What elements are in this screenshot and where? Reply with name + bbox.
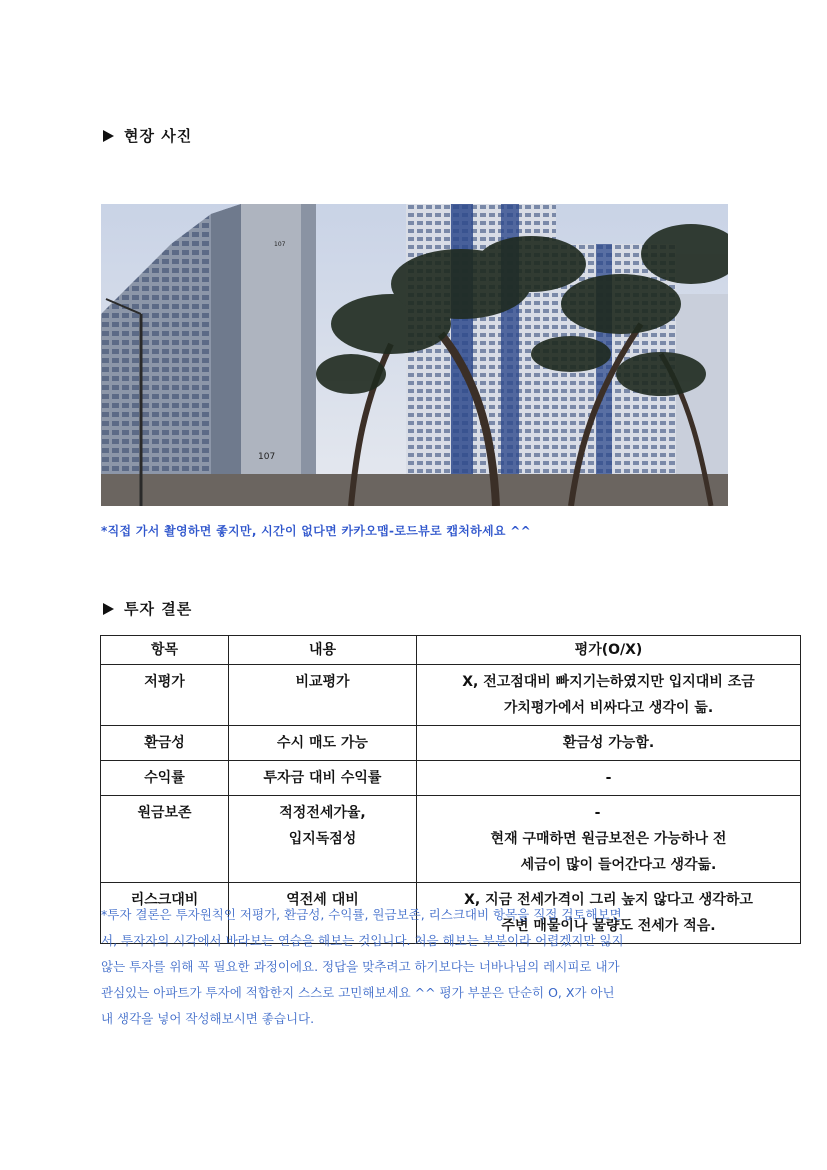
row-item: 환금성 (101, 726, 229, 761)
row-item: 원금보존 (101, 796, 229, 883)
eval-line: 가치평가에서 비싸다고 생각이 듦. (503, 700, 714, 716)
row-content (229, 796, 417, 883)
footnote (101, 902, 729, 1032)
row-content: 비교평가 (229, 665, 417, 726)
table-row (101, 761, 801, 796)
footnote-line: 서, 투자자의 시각에서 바라보는 연습을 해보는 것입니다. 처음 해보는 부분이라 어렵겠지만 잃지 (101, 933, 624, 948)
row-eval (417, 665, 801, 726)
header-item: 항목 (101, 636, 229, 665)
conclusion-heading (103, 598, 192, 619)
footnote-line: *투자 결론은 투자원칙인 저평가, 환금성, 수익률, 원금보존, 리스크대비 항목을 직접 검토해보면 (101, 907, 622, 922)
footnote-line: 내 생각을 넣어 작성해보시면 좋습니다. (101, 1011, 315, 1026)
eval-line: X, 지금 전세가격이 그리 높지 않다고 생각하고 (464, 892, 753, 908)
eval-line: 세금이 많이 들어간다고 생각듦. (520, 857, 717, 873)
table-row (101, 726, 801, 761)
building-number-left: 107 (258, 452, 276, 462)
triangle-bullet-icon (103, 603, 114, 615)
footnote-line: 관심있는 아파트가 투자에 적합한지 스스로 고민해보세요 ^^ 평가 부분은 단순히 O, X가 아닌 (101, 985, 615, 1000)
footnote-line: 않는 투자를 위해 꼭 필요한 과정이에요. 정답을 맞추려고 하기보다는 너바나님의 레시피로 내가 (101, 959, 620, 974)
dash-bullet: - (594, 805, 601, 821)
table-row (101, 796, 801, 883)
row-item: 리스크대비 (101, 883, 229, 944)
row-eval: 환금성 가능함. (417, 726, 801, 761)
photo-note: *직접 가서 촬영하면 좋지만, 시간이 없다면 카카오맵-로드뷰로 캡처하세요 ^^ (101, 524, 532, 538)
site-photo (101, 204, 728, 506)
building-number-top: 107 (274, 241, 286, 248)
table-row (101, 665, 801, 726)
content-line: 입지독점성 (288, 831, 357, 847)
row-item: 저평가 (101, 665, 229, 726)
conclusion-table (100, 635, 801, 944)
site-photo-heading (103, 125, 192, 146)
header-content: 내용 (229, 636, 417, 665)
eval-line: X, 전고점대비 빠지기는하였지만 입지대비 조금 (462, 674, 755, 690)
triangle-bullet-icon (103, 130, 114, 142)
eval-text: 현재 구매하면 원금보전은 가능하나 전 (490, 831, 727, 847)
eval-line (423, 800, 794, 852)
row-content: 투자금 대비 수익률 (229, 761, 417, 796)
header-eval: 평가(O/X) (417, 636, 801, 665)
row-content: 역전세 대비 (229, 883, 417, 944)
eval-line: 주변 매물이나 물량도 전세가 적음. (501, 918, 716, 934)
row-eval (417, 796, 801, 883)
row-item: 수익률 (101, 761, 229, 796)
content-line: 적정전세가율, (279, 805, 366, 821)
conclusion-title: 투자 결론 (124, 600, 193, 618)
table-header-row (101, 636, 801, 665)
site-photo-title: 현장 사진 (124, 127, 193, 145)
row-content: 수시 매도 가능 (229, 726, 417, 761)
row-eval: - (417, 761, 801, 796)
